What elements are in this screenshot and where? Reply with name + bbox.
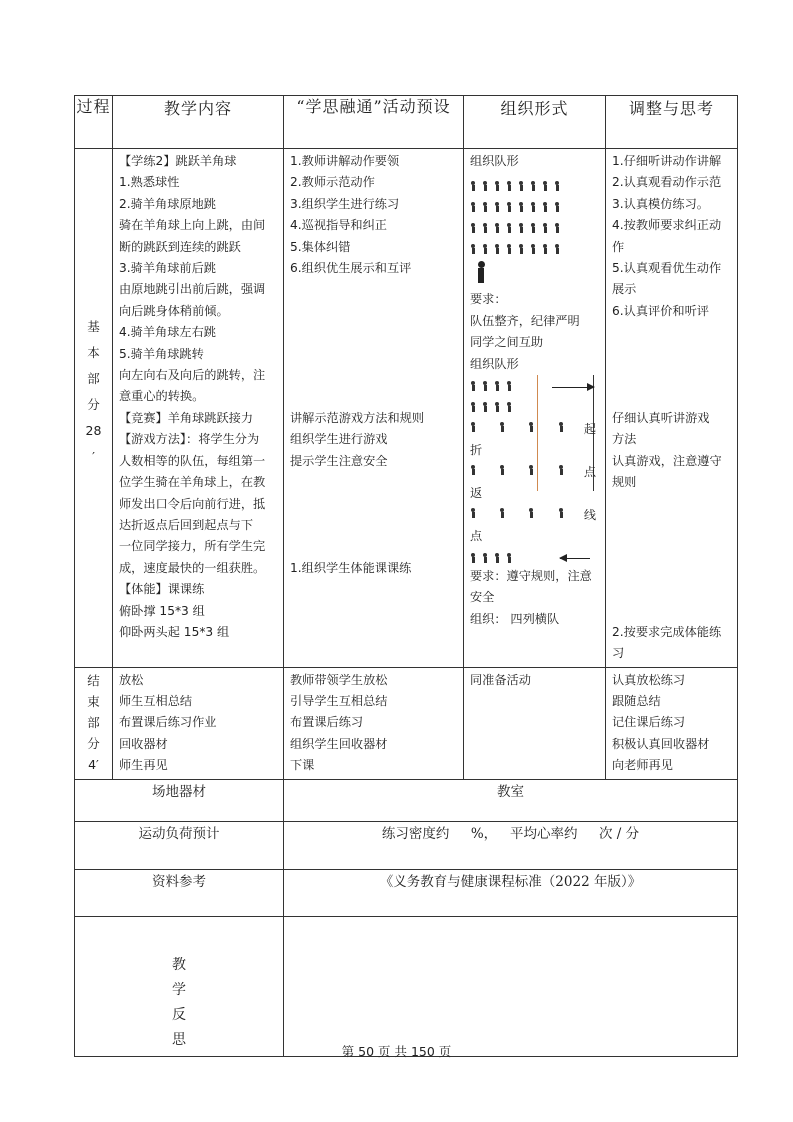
basic-process-cell xyxy=(75,149,113,668)
student-icon xyxy=(530,223,535,233)
adjust-line: 展示 xyxy=(612,282,637,297)
content-line: 放松 xyxy=(119,672,144,687)
basic-organization-cell xyxy=(464,149,606,668)
activity-line: 5.集体纠错 xyxy=(290,239,351,254)
process-char: 基 xyxy=(87,319,100,334)
content-line: 由原地跳引出前后跳，强调 xyxy=(119,282,266,297)
header-process: 过程 xyxy=(75,96,113,149)
adjust-line: 1.仔细听讲动作讲解 xyxy=(612,154,722,168)
activity-line: 提示学生注意安全 xyxy=(290,453,388,468)
student-icon xyxy=(482,402,487,412)
student-icon xyxy=(528,508,533,518)
adjust-line: 2.认真观看动作示范 xyxy=(612,175,722,190)
student-icon xyxy=(542,181,547,191)
ending-process-cell xyxy=(75,667,113,779)
activity-line: 组织学生进行游戏 xyxy=(290,432,388,447)
content-line: 位学生骑在羊角球上，在教 xyxy=(119,475,266,490)
adjust-line: 方法 xyxy=(612,432,637,447)
content-line: 师生再见 xyxy=(119,758,168,773)
student-icon xyxy=(542,202,547,212)
student-icon xyxy=(518,202,523,212)
student-icon xyxy=(506,381,511,391)
process-char: 分 xyxy=(87,735,100,751)
adjust-line: 认真游戏，注意遵守 xyxy=(612,453,722,468)
content-line: 2.骑羊角球原地跳 xyxy=(119,196,216,211)
venue-row xyxy=(75,779,738,821)
activity-line: 讲解示范游戏方法和规则 xyxy=(290,410,425,425)
activity-line: 引导学生互相总结 xyxy=(290,694,388,708)
basic-process-label xyxy=(75,149,112,470)
activity-line: 下课 xyxy=(290,758,315,773)
student-icon xyxy=(482,553,487,563)
content-line: 断的跳跃到连续的跳跃 xyxy=(119,239,241,254)
student-icon xyxy=(506,244,511,254)
load-label: 运动负荷预计 xyxy=(75,821,284,869)
adjust-line: 作 xyxy=(612,239,625,254)
content-line: 【竞赛】羊角球跳跃接力 xyxy=(119,410,254,425)
process-char: 28 xyxy=(85,423,102,438)
student-icon xyxy=(470,202,475,212)
reflection-char: 学 xyxy=(172,981,186,998)
student-icon xyxy=(499,508,504,518)
student-icon xyxy=(494,181,499,191)
activity-line: 4.巡视指导和纠正 xyxy=(290,218,387,233)
student-icon xyxy=(506,402,511,412)
student-icon xyxy=(554,181,559,191)
student-icon xyxy=(506,202,511,212)
basic-content-list xyxy=(113,149,283,645)
requirement-line: 安全 xyxy=(470,590,495,605)
requirement-line: 队伍整齐，纪律严明 xyxy=(470,313,580,328)
student-icon xyxy=(558,465,563,475)
process-char: ′ xyxy=(92,449,95,464)
student-icon xyxy=(528,465,533,475)
basic-activity-list xyxy=(284,149,463,581)
activity-line: 1.教师讲解动作要领 xyxy=(290,154,400,168)
content-line: 向左向右及向后的跳转，注 xyxy=(119,368,266,383)
student-icon xyxy=(542,244,547,254)
student-icon xyxy=(470,402,475,412)
content-line: 意重心的转换。 xyxy=(119,389,205,404)
load-row xyxy=(75,821,738,869)
activity-line: 6.组织优生展示和互评 xyxy=(290,261,412,276)
org-a-title: 组织队形 xyxy=(470,154,519,168)
venue-label: 场地器材 xyxy=(75,779,284,821)
diagram-label: 线 xyxy=(583,508,596,523)
ending-section-row xyxy=(75,667,738,779)
student-icon xyxy=(482,202,487,212)
reference-value: 《义务教育与健康课程标准（2022 年版）》 xyxy=(284,869,738,916)
organization-line: 同准备活动 xyxy=(470,672,531,687)
student-icon xyxy=(528,422,533,432)
process-char: 分 xyxy=(87,397,100,412)
content-line: 1.熟悉球性 xyxy=(119,175,180,190)
content-line: 俯卧撑 15*3 组 xyxy=(119,603,205,618)
header-organization: 组织形式 xyxy=(464,96,606,149)
adjust-line: 2.按要求完成体能练 xyxy=(612,624,722,639)
arrow-left-icon xyxy=(560,558,590,559)
adjust-line: 习 xyxy=(612,646,625,661)
reflection-char: 教 xyxy=(172,956,186,973)
process-char: 束 xyxy=(87,693,100,709)
activity-line: 教师带领学生放松 xyxy=(290,672,388,687)
content-line: 【学练2】跳跃羊角球 xyxy=(119,154,237,168)
header-content: 教学内容 xyxy=(113,96,284,149)
student-icon xyxy=(542,223,547,233)
student-icon xyxy=(470,223,475,233)
reflection-label-cell xyxy=(75,916,284,1056)
student-icon xyxy=(470,553,475,563)
reflection-content xyxy=(284,916,738,1056)
adjust-line: 仔细认真听讲游戏 xyxy=(612,410,710,425)
ending-content-cell xyxy=(113,667,284,779)
adjust-line: 记住课后练习 xyxy=(612,715,686,730)
adjust-line: 5.认真观看优生动作 xyxy=(612,261,722,276)
student-icon xyxy=(470,422,475,432)
adjust-line: 规则 xyxy=(612,475,637,490)
page-footer: 第 50 页 共 150 页 xyxy=(341,1044,452,1059)
adjust-line: 4.按教师要求纠正动 xyxy=(612,218,722,233)
student-icon xyxy=(494,402,499,412)
load-value: 练习密度约 %， 平均心率约 次 / 分 xyxy=(284,821,738,869)
relay-diagram xyxy=(470,375,600,545)
student-icon xyxy=(482,223,487,233)
adjust-line: 向老师再见 xyxy=(612,758,673,773)
content-line: 布置课后练习作业 xyxy=(119,715,217,730)
student-icon xyxy=(518,181,523,191)
ending-process-label xyxy=(75,668,112,775)
process-char: 结 xyxy=(87,672,100,688)
adjust-line: 跟随总结 xyxy=(612,694,661,708)
student-icon xyxy=(506,553,511,563)
ending-organization-cell xyxy=(464,667,606,779)
activity-line: 组织学生回收器材 xyxy=(290,736,388,751)
student-icon xyxy=(506,223,511,233)
student-icon xyxy=(499,422,504,432)
org-b-title: 组织队形 xyxy=(470,356,519,371)
header-row xyxy=(75,96,738,149)
reflection-char: 反 xyxy=(172,1006,186,1023)
content-line: 【体能】课课练 xyxy=(119,582,205,597)
reflection-label xyxy=(75,917,283,1053)
adjust-line: 6.认真评价和听评 xyxy=(612,303,709,318)
activity-line: 2.教师示范动作 xyxy=(290,175,375,190)
process-char: 4′ xyxy=(88,756,99,772)
requirement-line: 要求：遵守规则，注意 xyxy=(470,569,592,584)
student-icon xyxy=(482,381,487,391)
student-formation-a xyxy=(470,172,600,259)
student-icon xyxy=(558,422,563,432)
student-icon xyxy=(470,244,475,254)
student-icon xyxy=(470,465,475,475)
requirement-line: 要求： xyxy=(470,292,507,307)
basic-section-row xyxy=(75,149,738,668)
basic-organization xyxy=(464,149,605,632)
activity-line: 1.组织学生体能课课练 xyxy=(290,560,412,575)
content-line: 仰卧两头起 15*3 组 xyxy=(119,624,230,639)
teacher-figure-icon xyxy=(470,259,600,289)
ending-activity-cell xyxy=(284,667,464,779)
content-line: 骑在羊角球上向上跳，由间 xyxy=(119,218,266,233)
student-icon xyxy=(482,244,487,254)
lesson-plan-table xyxy=(74,95,738,1057)
adjust-line: 认真放松练习 xyxy=(612,672,686,687)
student-icon xyxy=(494,202,499,212)
student-icon xyxy=(470,181,475,191)
ending-adjust-cell xyxy=(606,667,738,779)
student-icon xyxy=(530,181,535,191)
student-icon xyxy=(494,244,499,254)
student-icon xyxy=(518,244,523,254)
venue-value: 教室 xyxy=(284,779,738,821)
content-line: 达折返点后回到起点与下 xyxy=(119,517,254,532)
content-line: 3.骑羊角球前后跳 xyxy=(119,261,216,276)
process-char: 部 xyxy=(87,714,100,730)
student-icon xyxy=(554,202,559,212)
content-line: 成，速度最快的一组获胜。 xyxy=(119,560,266,575)
diagram-label: 点 xyxy=(583,465,596,480)
diagram-label: 点 xyxy=(470,529,483,544)
content-line: 5.骑羊角球跳转 xyxy=(119,346,204,361)
student-icon xyxy=(518,223,523,233)
basic-adjust-list xyxy=(606,149,737,667)
requirement-line: 同学之间互助 xyxy=(470,335,544,350)
activity-line: 3.组织学生进行练习 xyxy=(290,196,400,211)
diagram-label: 返 xyxy=(470,486,483,501)
adjust-line: 积极认真回收器材 xyxy=(612,736,710,751)
process-char: 本 xyxy=(87,345,100,360)
content-line: 回收器材 xyxy=(119,736,168,751)
student-icon xyxy=(554,244,559,254)
reference-row xyxy=(75,869,738,916)
reflection-char: 思 xyxy=(172,1031,186,1048)
content-line: 师发出口令后向前行进，抵 xyxy=(119,496,266,511)
student-icon xyxy=(482,181,487,191)
content-line: 师生互相总结 xyxy=(119,694,193,708)
student-icon xyxy=(558,508,563,518)
content-line: 【游戏方法】：将学生分为 xyxy=(119,432,260,447)
adjust-line: 3.认真模仿练习。 xyxy=(612,196,709,211)
student-icon xyxy=(506,181,511,191)
activity-line: 布置课后练习 xyxy=(290,715,364,730)
basic-activity-cell xyxy=(284,149,464,668)
requirement-line: 组织： 四列横队 xyxy=(470,611,560,626)
basic-content-cell xyxy=(113,149,284,668)
student-icon xyxy=(554,223,559,233)
content-line: 人数相等的队伍，每组第一 xyxy=(119,453,266,468)
process-char: 部 xyxy=(87,371,100,386)
student-icon xyxy=(470,381,475,391)
student-icon xyxy=(530,202,535,212)
student-icon xyxy=(470,508,475,518)
header-activity: “学思融通”活动预设 xyxy=(284,96,464,149)
diagram-label: 起 xyxy=(583,422,596,437)
content-line: 一位同学接力，所有学生完 xyxy=(119,539,266,554)
diagram-label: 折 xyxy=(470,443,483,458)
header-adjust: 调整与思考 xyxy=(606,96,738,149)
reflection-row xyxy=(75,916,738,1056)
student-icon xyxy=(530,244,535,254)
content-line: 4.骑羊角球左右跳 xyxy=(119,325,216,340)
reference-label: 资料参考 xyxy=(75,869,284,916)
content-line: 向后跳身体稍前倾。 xyxy=(119,303,229,318)
student-icon xyxy=(494,223,499,233)
student-icon xyxy=(494,381,499,391)
basic-adjust-cell xyxy=(606,149,738,668)
student-icon xyxy=(494,553,499,563)
student-icon xyxy=(499,465,504,475)
